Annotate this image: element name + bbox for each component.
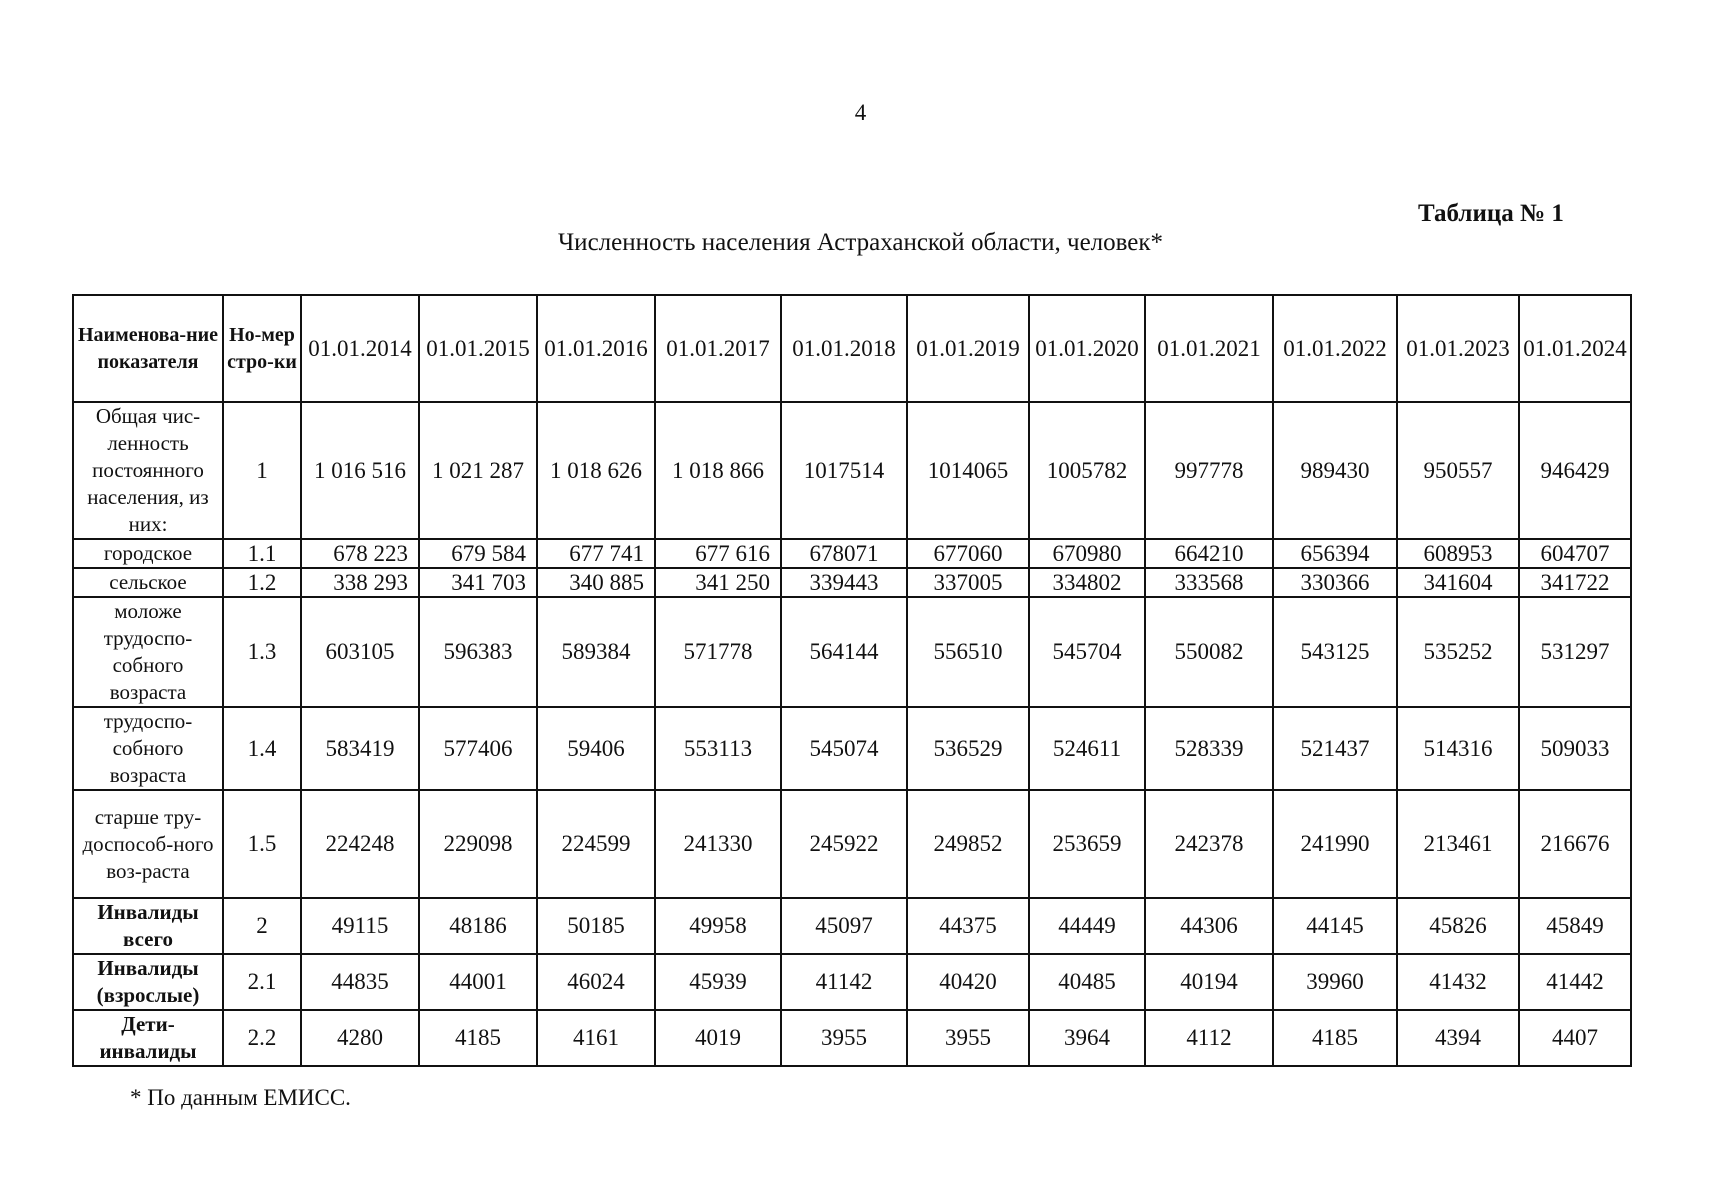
value-cell: 678 223 xyxy=(301,539,419,568)
value-cell: 4280 xyxy=(301,1010,419,1066)
table-row xyxy=(73,597,1631,707)
value-cell: 334802 xyxy=(1029,568,1145,597)
value-cell: 528339 xyxy=(1145,707,1273,790)
value-cell: 44145 xyxy=(1273,898,1397,954)
row-number: 1.3 xyxy=(223,597,301,707)
header-date: 01.01.2015 xyxy=(419,295,537,402)
page-number: 4 xyxy=(854,100,867,125)
header-date: 01.01.2019 xyxy=(907,295,1029,402)
value-cell: 545074 xyxy=(781,707,907,790)
value-cell: 333568 xyxy=(1145,568,1273,597)
value-cell: 338 293 xyxy=(301,568,419,597)
value-cell: 564144 xyxy=(781,597,907,707)
value-cell: 44449 xyxy=(1029,898,1145,954)
value-cell: 524611 xyxy=(1029,707,1145,790)
value-cell: 946429 xyxy=(1519,402,1631,539)
value-cell: 603105 xyxy=(301,597,419,707)
value-cell: 340 885 xyxy=(537,568,655,597)
table-label: Таблица № 1 xyxy=(1418,200,1564,227)
value-cell: 1 018 866 xyxy=(655,402,781,539)
footnote: * По данным ЕМИСС. xyxy=(130,1085,351,1110)
value-cell: 550082 xyxy=(1145,597,1273,707)
value-cell: 4161 xyxy=(537,1010,655,1066)
table-row xyxy=(73,707,1631,790)
value-cell: 545704 xyxy=(1029,597,1145,707)
table-row xyxy=(73,898,1631,954)
value-cell: 950557 xyxy=(1397,402,1519,539)
value-cell: 677 741 xyxy=(537,539,655,568)
value-cell: 39960 xyxy=(1273,954,1397,1010)
row-number: 2 xyxy=(223,898,301,954)
value-cell: 241330 xyxy=(655,790,781,898)
table-row xyxy=(73,402,1631,539)
value-cell: 224599 xyxy=(537,790,655,898)
row-indicator-name: Инвалиды (взрослые) xyxy=(73,954,223,1010)
header-indicator-name: Наименова-ние показателя xyxy=(73,295,223,402)
value-cell: 4019 xyxy=(655,1010,781,1066)
row-number: 2.1 xyxy=(223,954,301,1010)
value-cell: 3955 xyxy=(781,1010,907,1066)
row-indicator-name: Инвалиды всего xyxy=(73,898,223,954)
value-cell: 583419 xyxy=(301,707,419,790)
value-cell: 224248 xyxy=(301,790,419,898)
header-date: 01.01.2021 xyxy=(1145,295,1273,402)
value-cell: 59406 xyxy=(537,707,655,790)
value-cell: 4407 xyxy=(1519,1010,1631,1066)
header-date: 01.01.2022 xyxy=(1273,295,1397,402)
value-cell: 44306 xyxy=(1145,898,1273,954)
value-cell: 216676 xyxy=(1519,790,1631,898)
value-cell: 514316 xyxy=(1397,707,1519,790)
value-cell: 341 250 xyxy=(655,568,781,597)
value-cell: 45939 xyxy=(655,954,781,1010)
value-cell: 543125 xyxy=(1273,597,1397,707)
value-cell: 245922 xyxy=(781,790,907,898)
table-title: Численность населения Астраханской области, человек* xyxy=(557,229,1164,256)
value-cell: 1 016 516 xyxy=(301,402,419,539)
row-indicator-name: трудоспо-собного возраста xyxy=(73,707,223,790)
value-cell: 3964 xyxy=(1029,1010,1145,1066)
header-date: 01.01.2016 xyxy=(537,295,655,402)
value-cell: 49115 xyxy=(301,898,419,954)
value-cell: 44835 xyxy=(301,954,419,1010)
header-row xyxy=(73,295,1631,402)
value-cell: 40420 xyxy=(907,954,1029,1010)
value-cell: 213461 xyxy=(1397,790,1519,898)
value-cell: 249852 xyxy=(907,790,1029,898)
row-indicator-name: Общая чис-ленность постоянного населения, из них: xyxy=(73,402,223,539)
value-cell: 556510 xyxy=(907,597,1029,707)
value-cell: 604707 xyxy=(1519,539,1631,568)
value-cell: 571778 xyxy=(655,597,781,707)
value-cell: 241990 xyxy=(1273,790,1397,898)
value-cell: 229098 xyxy=(419,790,537,898)
row-indicator-name: старше тру-доспособ-ного воз-раста xyxy=(73,790,223,898)
header-row-number: Но-мер стро-ки xyxy=(223,295,301,402)
value-cell: 678071 xyxy=(781,539,907,568)
value-cell: 997778 xyxy=(1145,402,1273,539)
value-cell: 49958 xyxy=(655,898,781,954)
value-cell: 41442 xyxy=(1519,954,1631,1010)
row-indicator-name: городское xyxy=(73,539,223,568)
value-cell: 341 703 xyxy=(419,568,537,597)
value-cell: 677060 xyxy=(907,539,1029,568)
value-cell: 535252 xyxy=(1397,597,1519,707)
value-cell: 242378 xyxy=(1145,790,1273,898)
value-cell: 40194 xyxy=(1145,954,1273,1010)
value-cell: 339443 xyxy=(781,568,907,597)
value-cell: 1017514 xyxy=(781,402,907,539)
header-date: 01.01.2017 xyxy=(655,295,781,402)
value-cell: 341722 xyxy=(1519,568,1631,597)
value-cell: 330366 xyxy=(1273,568,1397,597)
value-cell: 1 018 626 xyxy=(537,402,655,539)
row-number: 1 xyxy=(223,402,301,539)
header-date: 01.01.2023 xyxy=(1397,295,1519,402)
value-cell: 536529 xyxy=(907,707,1029,790)
header-date: 01.01.2018 xyxy=(781,295,907,402)
value-cell: 337005 xyxy=(907,568,1029,597)
value-cell: 46024 xyxy=(537,954,655,1010)
value-cell: 45826 xyxy=(1397,898,1519,954)
header-date: 01.01.2014 xyxy=(301,295,419,402)
row-indicator-name: Дети-инвалиды xyxy=(73,1010,223,1066)
row-number: 2.2 xyxy=(223,1010,301,1066)
value-cell: 989430 xyxy=(1273,402,1397,539)
row-number: 1.4 xyxy=(223,707,301,790)
value-cell: 589384 xyxy=(537,597,655,707)
value-cell: 45097 xyxy=(781,898,907,954)
row-number: 1.2 xyxy=(223,568,301,597)
value-cell: 44375 xyxy=(907,898,1029,954)
value-cell: 656394 xyxy=(1273,539,1397,568)
value-cell: 48186 xyxy=(419,898,537,954)
value-cell: 253659 xyxy=(1029,790,1145,898)
value-cell: 41142 xyxy=(781,954,907,1010)
value-cell: 4394 xyxy=(1397,1010,1519,1066)
row-indicator-name: сельское xyxy=(73,568,223,597)
value-cell: 664210 xyxy=(1145,539,1273,568)
value-cell: 1 021 287 xyxy=(419,402,537,539)
table-row xyxy=(73,1010,1631,1066)
value-cell: 3955 xyxy=(907,1010,1029,1066)
value-cell: 509033 xyxy=(1519,707,1631,790)
row-indicator-name: моложе трудоспо-собного возраста xyxy=(73,597,223,707)
value-cell: 4112 xyxy=(1145,1010,1273,1066)
value-cell: 531297 xyxy=(1519,597,1631,707)
row-number: 1.5 xyxy=(223,790,301,898)
value-cell: 45849 xyxy=(1519,898,1631,954)
value-cell: 341604 xyxy=(1397,568,1519,597)
value-cell: 677 616 xyxy=(655,539,781,568)
value-cell: 1005782 xyxy=(1029,402,1145,539)
table-row xyxy=(73,954,1631,1010)
table-row xyxy=(73,568,1631,597)
value-cell: 4185 xyxy=(419,1010,537,1066)
header-date: 01.01.2020 xyxy=(1029,295,1145,402)
value-cell: 596383 xyxy=(419,597,537,707)
value-cell: 4185 xyxy=(1273,1010,1397,1066)
value-cell: 44001 xyxy=(419,954,537,1010)
population-table xyxy=(72,294,1632,1067)
value-cell: 553113 xyxy=(655,707,781,790)
table-row xyxy=(73,790,1631,898)
header-date: 01.01.2024 xyxy=(1519,295,1631,402)
value-cell: 40485 xyxy=(1029,954,1145,1010)
row-number: 1.1 xyxy=(223,539,301,568)
value-cell: 521437 xyxy=(1273,707,1397,790)
table-row xyxy=(73,539,1631,568)
value-cell: 670980 xyxy=(1029,539,1145,568)
value-cell: 679 584 xyxy=(419,539,537,568)
value-cell: 41432 xyxy=(1397,954,1519,1010)
value-cell: 1014065 xyxy=(907,402,1029,539)
value-cell: 608953 xyxy=(1397,539,1519,568)
value-cell: 50185 xyxy=(537,898,655,954)
value-cell: 577406 xyxy=(419,707,537,790)
